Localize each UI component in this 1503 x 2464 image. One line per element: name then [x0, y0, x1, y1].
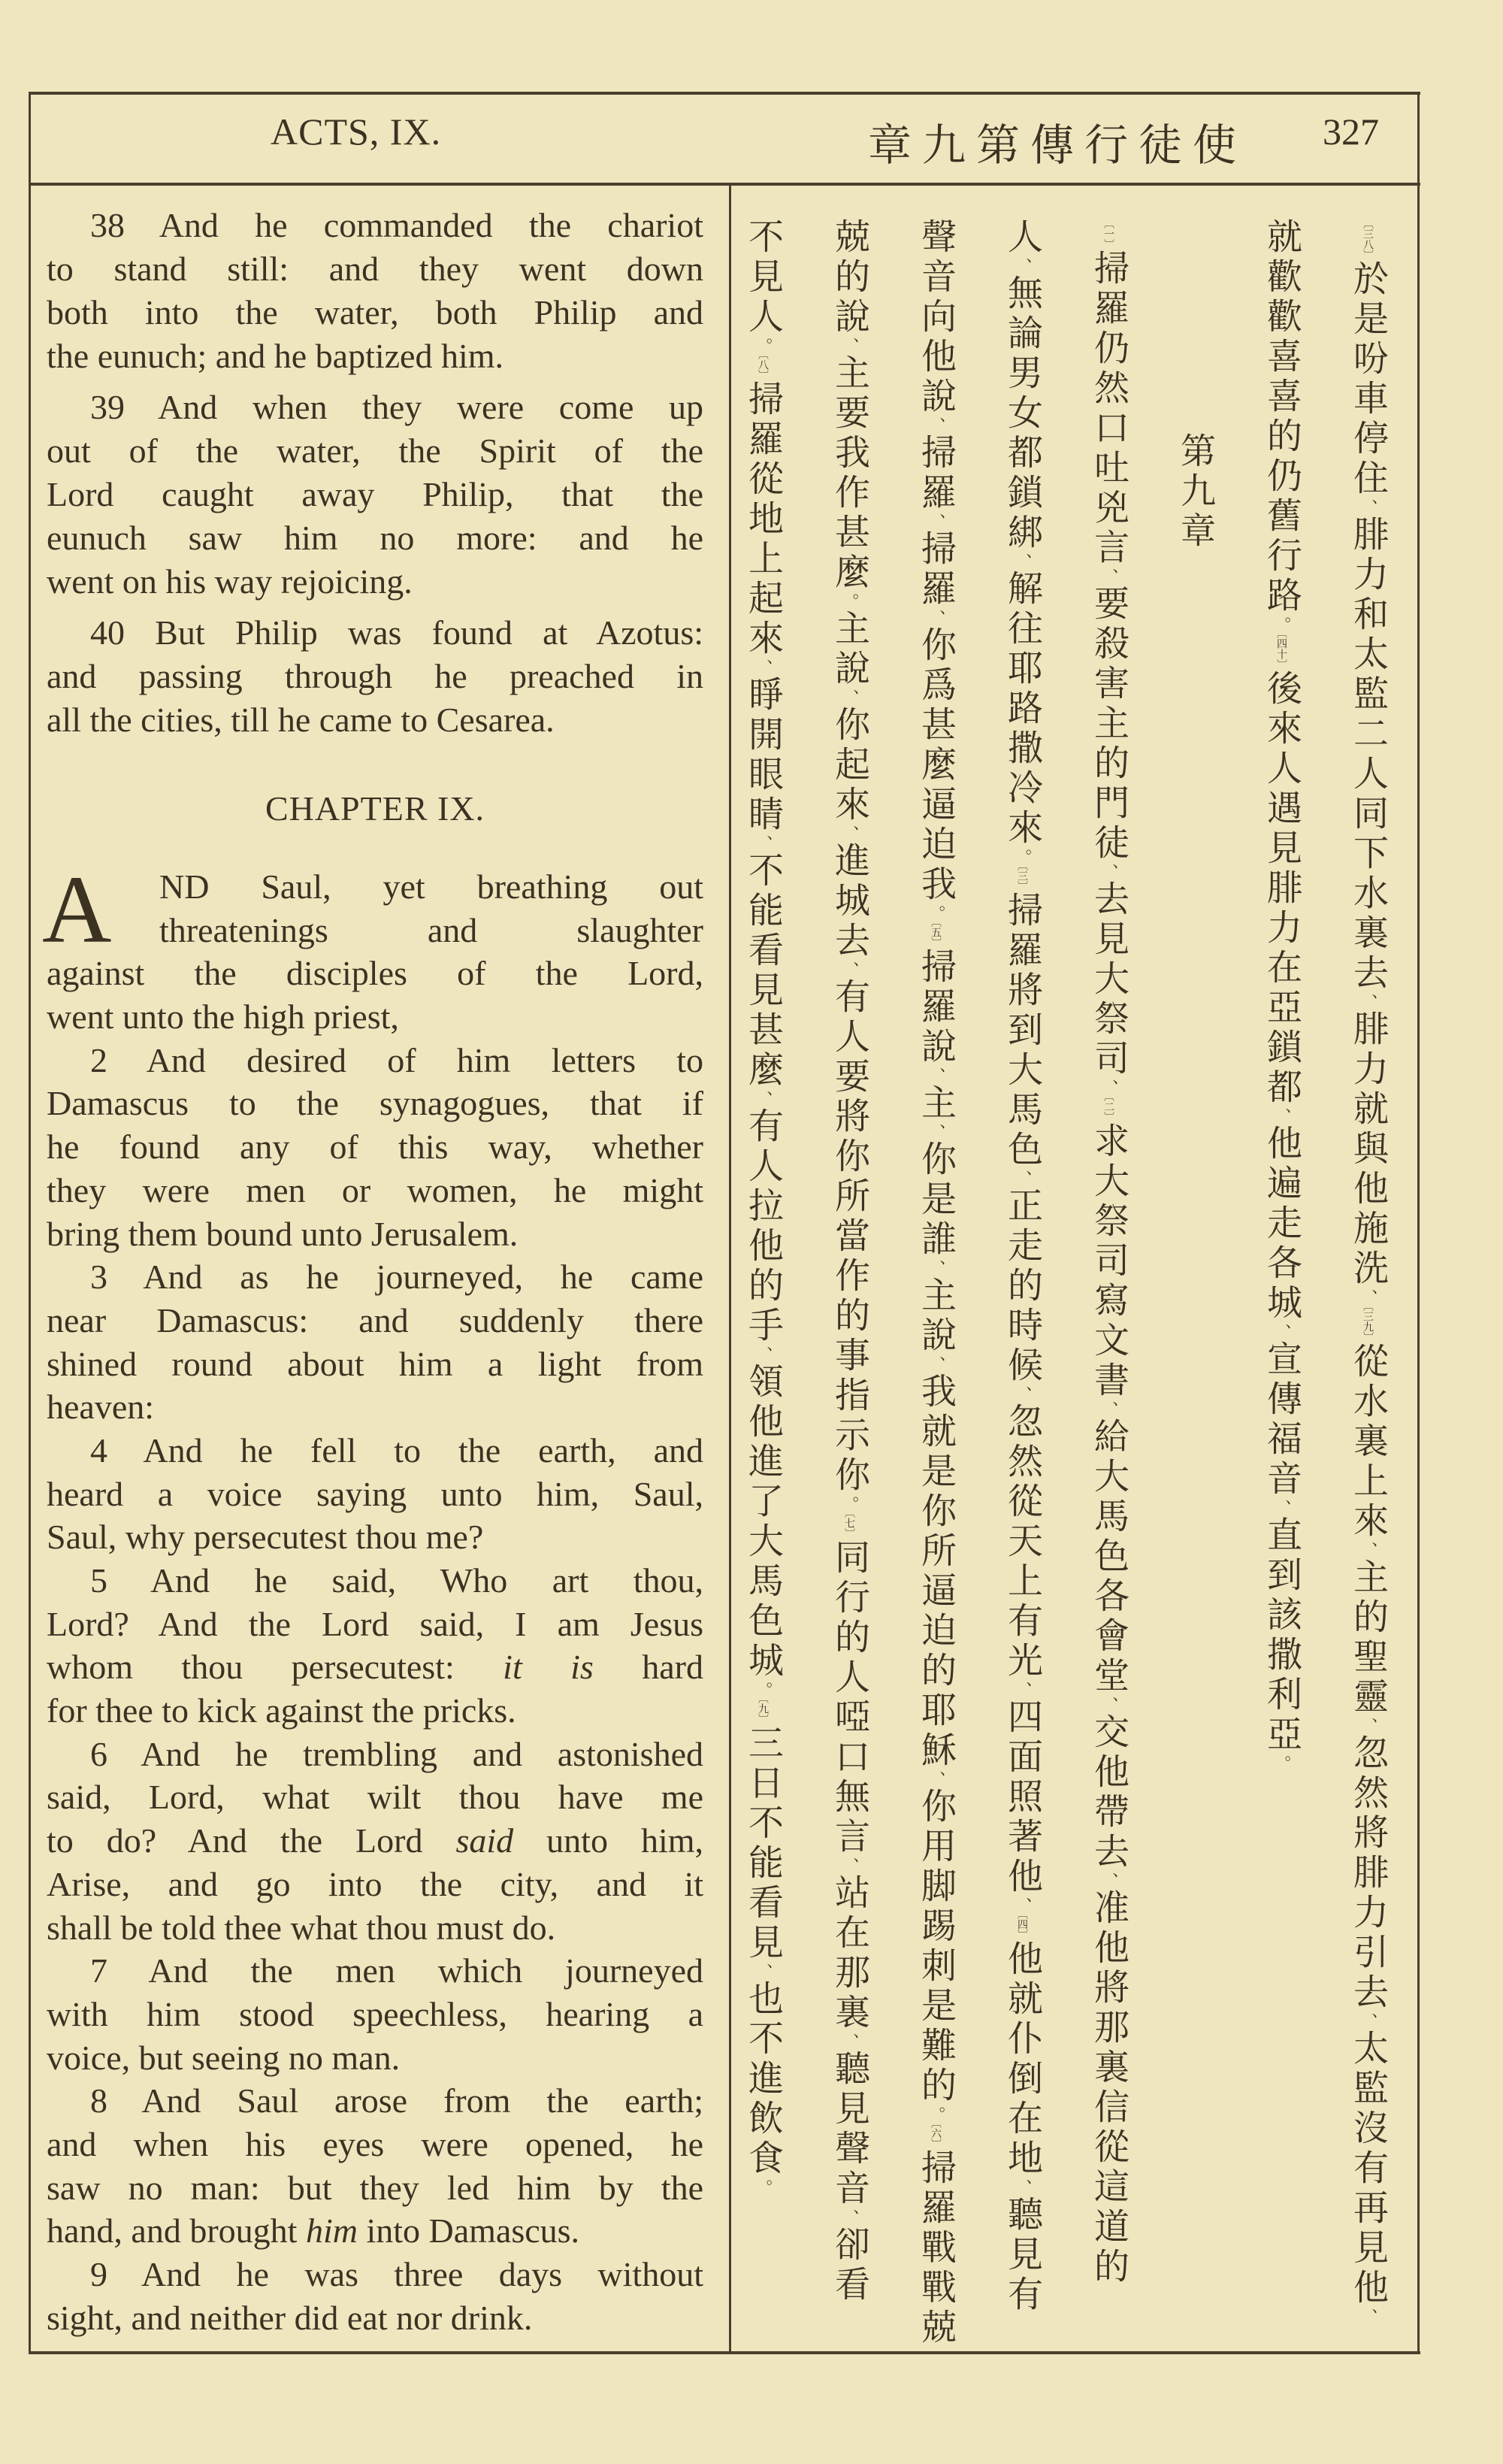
comma-mark: 、	[1013, 1386, 1032, 1403]
text-line: shined round about him a light from	[47, 1344, 703, 1383]
text-line: out of the water, the Spirit of the	[47, 431, 703, 470]
comma-mark: 、	[1099, 1079, 1118, 1096]
comma-mark: 、	[927, 1124, 945, 1140]
comma-mark: 、	[927, 610, 945, 626]
comma-mark: 、	[1013, 1897, 1032, 1914]
verse-number: 〔五〕	[930, 922, 942, 948]
verse-paragraph	[47, 611, 703, 742]
comma-mark: 、	[1272, 1324, 1291, 1340]
verse-paragraph	[47, 1559, 703, 1733]
text-line: against the disciples of the Lord,	[47, 954, 703, 993]
verse-number: 〔六〕	[930, 2123, 942, 2149]
comma-mark: 、	[1099, 1401, 1118, 1418]
text-line: for thee to kick against the pricks.	[47, 1691, 516, 1730]
page-number: 327	[1323, 110, 1379, 153]
verse-paragraph	[47, 1039, 703, 1255]
comma-mark: 、	[840, 2209, 859, 2226]
comma-mark: 、	[1099, 1872, 1118, 1889]
comma-mark: 、	[1099, 864, 1118, 880]
top-border-rule	[29, 92, 1420, 95]
period-mark: 。	[754, 2179, 773, 2196]
period-mark: 。	[840, 1496, 859, 1512]
comma-mark: 、	[927, 1356, 945, 1373]
chinese-line-5: 人、無論男女都鎖綁、解往耶路撒冷來。〔三〕掃羅將到大馬色、正走的時候、忽然從天上有光、四面照著他、〔四〕他就仆倒在地、聽見有	[1002, 218, 1043, 2315]
chapter-heading: CHAPTER IX.	[265, 789, 485, 828]
text-line: he found any of this way, whether	[47, 1128, 703, 1167]
comma-mark: 、	[1359, 2013, 1377, 2030]
comma-mark: 、	[1013, 1682, 1032, 1698]
comma-mark: 、	[1099, 1697, 1118, 1713]
drop-cap: A	[42, 856, 112, 963]
text-line: whom thou persecutest: it is hard	[47, 1648, 703, 1687]
text-line: the eunuch; and he baptized him.	[47, 337, 504, 375]
comma-mark: 、	[1013, 2179, 1032, 2196]
english-text-column	[42, 204, 704, 2339]
running-head-english: ACTS, IX.	[271, 110, 442, 153]
text-line: they were men or women, he might	[47, 1170, 703, 1209]
chinese-line-8: 不見人。〔八〕掃羅從地上起來、睜開眼睛、不能看見甚麼、有人拉他的手、領他進了大馬色城。〔九〕三日不能看見、也不進飲食。	[742, 218, 784, 2196]
verse-paragraph	[47, 386, 703, 604]
comma-mark: 、	[1272, 1108, 1291, 1125]
verses-chapter-9	[42, 856, 704, 2339]
chapter-title-chinese: 第九章	[1175, 432, 1216, 552]
verse-paragraph	[47, 1733, 703, 1949]
text-line: Damascus to the synagogues, that if	[47, 1084, 703, 1123]
text-line: to stand still: and they went down	[47, 250, 703, 288]
text-line: Lord? And the Lord said, I am Jesus	[47, 1604, 703, 1643]
period-mark: 。	[1013, 849, 1032, 865]
text-line: Arise, and go into the city, and it	[47, 1864, 703, 1903]
comma-mark: 、	[1359, 994, 1377, 1010]
comma-mark: 、	[754, 835, 773, 852]
period-mark: 。	[1272, 1755, 1291, 1772]
text-line: 40 But Philip was found at Azotus:	[90, 613, 703, 652]
text-line: near Damascus: and suddenly there	[47, 1300, 703, 1339]
verse-paragraph	[47, 1429, 703, 1559]
text-line: saw no man: but they led him by the	[47, 2168, 703, 2207]
text-line: said, Lord, what wilt thou have me	[47, 1778, 703, 1817]
text-line: to do? And the Lord said unto him,	[47, 1821, 704, 1860]
left-border-rule	[29, 92, 31, 2354]
text-line: both into the water, both Philip and	[47, 293, 703, 331]
comma-mark: 、	[1359, 2308, 1377, 2325]
comma-mark: 、	[754, 1963, 773, 1980]
comma-mark: 、	[840, 338, 859, 354]
text-line: 4 And he fell to the earth, and	[90, 1430, 703, 1470]
verses-chapter-8-end	[47, 204, 703, 742]
verse-number: 〔三〕	[1016, 865, 1028, 891]
verse-paragraph	[47, 1949, 703, 2079]
text-line: 38 And he commanded the chariot	[90, 206, 703, 244]
text-line: voice, but seeing no man.	[47, 2038, 401, 2077]
text-line: shall be told thee what thou must do.	[47, 1908, 556, 1947]
text-line: went unto the high priest,	[47, 997, 399, 1037]
comma-mark: 、	[1359, 1542, 1377, 1558]
period-mark: 。	[927, 905, 945, 922]
period-mark: 。	[927, 2106, 945, 2123]
comma-mark: 、	[1272, 1500, 1291, 1516]
comma-mark: 、	[754, 1346, 773, 1363]
text-line: 8 And Saul arose from the earth;	[90, 2081, 703, 2120]
comma-mark: 、	[1359, 499, 1377, 516]
comma-mark: 、	[1013, 553, 1032, 570]
comma-mark: 、	[754, 659, 773, 676]
comma-mark: 、	[927, 513, 945, 530]
comma-mark: 、	[927, 1771, 945, 1787]
text-line: 2 And desired of him letters to	[90, 1040, 703, 1079]
verse-number: 〔四十〕	[1275, 633, 1287, 670]
text-line: Lord caught away Philip, that the	[47, 475, 703, 513]
text-line: 3 And as he journeyed, he came	[90, 1258, 703, 1297]
italic-text: said	[455, 1821, 514, 1860]
text-line: 7 And the men which journeyed	[90, 1951, 703, 1990]
text-line: eunuch saw him no more: and he	[47, 519, 703, 557]
text-line: and when his eyes were opened, he	[47, 2124, 703, 2163]
verse-number: 〔四〕	[1016, 1914, 1028, 1940]
period-mark: 。	[754, 1682, 773, 1698]
comma-mark: 、	[840, 961, 859, 978]
period-mark: 。	[1272, 616, 1291, 633]
text-line: bring them bound unto Jerusalem.	[47, 1214, 519, 1253]
verse-number: 〔三九〕	[1362, 1306, 1374, 1342]
text-line: ND Saul, yet breathing out	[159, 867, 703, 906]
verse-number: 〔一〕	[1102, 218, 1114, 250]
verse-number: 〔三八〕	[1362, 218, 1374, 260]
comma-mark: 、	[1359, 1289, 1377, 1306]
comma-mark: 、	[840, 689, 859, 706]
comma-mark: 、	[927, 417, 945, 434]
verse-number: 〔八〕	[757, 354, 769, 380]
text-line: with him stood speechless, hearing a	[47, 1994, 703, 2033]
chinese-line-4: 〔一〕掃羅仍然口吐兇言、要殺害主的門徒、去見大祭司、〔二〕求大祭司寫文書、給大馬色各會堂、交他帶去、准他將那裏信從這道的	[1088, 218, 1130, 2287]
verse-paragraph	[47, 1255, 703, 1429]
chinese-line-7: 兢的說、主要我作甚麼。主說、你起來、進城去、有人要將你所當作的事指示你。〔七〕同行的人啞口無言、站在那裏、聽見聲音、卻看	[829, 218, 870, 2305]
text-line: Saul, why persecutest thou me?	[47, 1518, 484, 1557]
verse-paragraph	[47, 2079, 703, 2253]
chinese-line-1: 〔三八〕於是吩車停住、腓力和太監二人同下水裏去、腓力就與他施洗、〔三九〕從水裏上來、主的聖靈、忽然將腓力引去、太監沒有再見他、	[1347, 218, 1389, 2325]
chinese-text-column	[720, 218, 1411, 2348]
text-line: heaven:	[47, 1388, 155, 1427]
comma-mark: 、	[1099, 568, 1118, 585]
italic-text: him	[305, 2211, 358, 2251]
verse-number: 〔二〕	[1102, 1096, 1114, 1122]
comma-mark: 、	[1013, 1170, 1032, 1187]
verse-paragraph	[47, 2253, 703, 2339]
verse-number: 〔七〕	[843, 1512, 855, 1539]
comma-mark: 、	[927, 1260, 945, 1276]
bottom-border-rule	[29, 2351, 1420, 2354]
opening-paragraph	[42, 856, 703, 1039]
text-line: heard a voice saying unto him, Saul,	[47, 1474, 703, 1513]
text-line: 6 And he trembling and astonished	[90, 1734, 703, 1773]
comma-mark: 、	[1013, 258, 1032, 274]
text-line: and passing through he preached in	[47, 657, 703, 695]
right-border-rule	[1417, 92, 1420, 2354]
period-mark: 。	[840, 593, 859, 610]
chinese-line-2: 就歡歡喜喜的仍舊行路。〔四十〕後來人遇見腓力在亞鎖都、他遍走各城、宣傳福音、直到該撒利亞。	[1261, 218, 1302, 1772]
comma-mark: 、	[840, 825, 859, 842]
period-mark: 。	[754, 338, 773, 354]
text-line: threatenings and slaughter	[159, 910, 703, 949]
text-line: 5 And he said, Who art thou,	[90, 1561, 703, 1600]
text-line: all the cities, till he came to Cesarea.	[47, 701, 555, 739]
verse-paragraph	[47, 204, 703, 378]
text-line: 39 And when they were come up	[90, 388, 703, 426]
chinese-line-6: 聲音向他說、掃羅、掃羅、你爲甚麼逼迫我。〔五〕掃羅說、主、你是誰、主說、我就是你所逼迫的耶穌、你用脚踢刺是難的。〔六〕掃羅戰戰兢	[915, 218, 957, 2348]
text-line: sight, and neither did eat nor drink.	[47, 2298, 533, 2337]
text-line: went on his way rejoicing.	[47, 562, 413, 601]
comma-mark: 、	[754, 1091, 773, 1107]
comma-mark: 、	[840, 1857, 859, 1874]
verse-number: 〔九〕	[757, 1698, 769, 1724]
header-divider-rule	[29, 183, 1420, 186]
text-line: hand, and brought him into Damascus.	[47, 2211, 580, 2251]
comma-mark: 、	[1359, 1718, 1377, 1734]
comma-mark: 、	[840, 2033, 859, 2050]
running-head-chinese: 章九第傳行徒使	[868, 120, 1247, 171]
comma-mark: 、	[927, 1067, 945, 1084]
italic-text: it is	[503, 1648, 594, 1687]
text-line: 9 And he was three days without	[90, 2255, 703, 2293]
